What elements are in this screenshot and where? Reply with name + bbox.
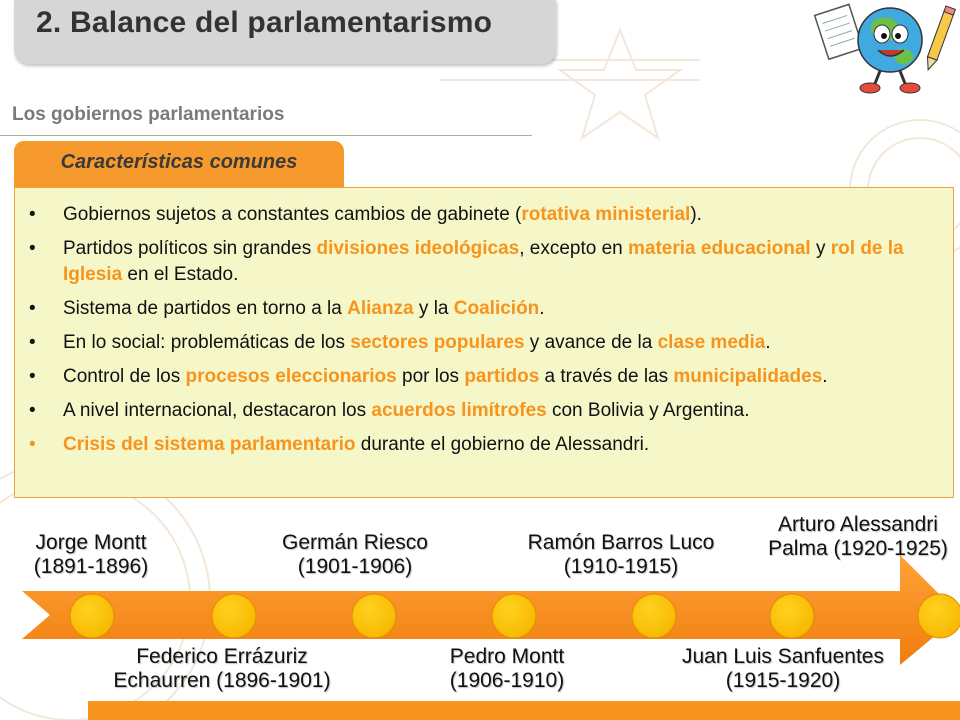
bullet-marker: • [29, 434, 36, 455]
characteristics-list [15, 202, 955, 466]
globe-mascot-icon [812, 0, 960, 98]
highlighted-term: municipalidades [673, 366, 823, 387]
characteristics-tab [14, 141, 344, 187]
timeline-dot [918, 594, 960, 638]
highlighted-term: rol de la Iglesia [63, 238, 904, 285]
timeline-label-federico-errazuriz: Federico Errázuriz Echaurren (1896-1901) [113, 645, 331, 692]
highlighted-term: divisiones ideológicas [316, 238, 520, 259]
item-text: Control de los [63, 366, 186, 387]
highlighted-term: procesos eleccionarios [185, 366, 397, 387]
bullet-marker: • [29, 204, 36, 225]
bullet-marker: • [29, 400, 36, 421]
item-text: durante el gobierno de Alessandri. [355, 434, 650, 455]
characteristic-item [15, 398, 955, 424]
bullet-marker: • [29, 298, 36, 319]
timeline-dot [492, 594, 536, 638]
characteristic-item [15, 202, 955, 228]
item-text: Gobiernos sujetos a constantes cambios de gabinete ( [63, 204, 522, 225]
timeline-dot [70, 594, 114, 638]
item-text: . [822, 366, 828, 387]
highlighted-term: Alianza [347, 298, 414, 319]
item-text: En lo social: problemáticas de los [63, 332, 351, 353]
highlighted-term: partidos [464, 366, 540, 387]
timeline-dot [632, 594, 676, 638]
timeline-dot [770, 594, 814, 638]
item-text: en el Estado. [122, 264, 239, 285]
timeline-label-ramon-barros-luco: Ramón Barros Luco (1910-1915) [527, 531, 715, 578]
timeline-label-arturo-alessandri: Arturo Alessandri Palma (1920-1925) [768, 513, 948, 560]
item-text: ). [690, 204, 702, 225]
highlighted-term: Coalición [453, 298, 540, 319]
bullet-marker: • [29, 238, 36, 259]
footer-accent-bar [88, 701, 960, 720]
item-text: Partidos políticos sin grandes [63, 238, 317, 259]
item-text: por los [396, 366, 465, 387]
timeline-dot [352, 594, 396, 638]
characteristics-tab-label: Características comunes [60, 151, 298, 173]
section-subtitle: Los gobiernos parlamentarios [12, 104, 285, 125]
item-text: y avance de la [524, 332, 658, 353]
characteristic-item [15, 296, 955, 322]
highlighted-term: acuerdos limítrofes [371, 400, 547, 421]
timeline-dot [212, 594, 256, 638]
characteristic-item [15, 330, 955, 356]
characteristic-item [15, 236, 955, 288]
subtitle-divider [0, 135, 532, 136]
characteristics-box [14, 187, 954, 498]
presidents-timeline [0, 505, 960, 720]
item-text: con Bolivia y Argentina. [546, 400, 750, 421]
bullet-marker: • [29, 332, 36, 353]
item-text: , excepto en [519, 238, 628, 259]
bullet-marker: • [29, 366, 36, 387]
title-tab [14, 0, 556, 64]
item-text: Sistema de partidos en torno a la [63, 298, 348, 319]
highlighted-term: clase media [657, 332, 766, 353]
highlighted-term: materia educacional [628, 238, 811, 259]
timeline-label-juan-luis-sanfuentes: Juan Luis Sanfuentes (1915-1920) [682, 645, 884, 692]
highlighted-term: Crisis del sistema parlamentario [63, 434, 356, 455]
item-text: y la [413, 298, 454, 319]
item-text: a través de las [539, 366, 674, 387]
page-title: 2. Balance del parlamentarismo [36, 6, 493, 39]
timeline-label-pedro-montt: Pedro Montt (1906-1910) [449, 645, 565, 692]
characteristic-item [15, 364, 955, 390]
highlighted-term: rotativa ministerial [521, 204, 691, 225]
highlighted-term: sectores populares [350, 332, 525, 353]
item-text: . [539, 298, 545, 319]
item-text: A nivel internacional, destacaron los [63, 400, 372, 421]
timeline-label-german-riesco: Germán Riesco (1901-1906) [282, 531, 428, 578]
characteristic-item [15, 432, 955, 458]
timeline-label-jorge-montt: Jorge Montt (1891-1896) [33, 531, 149, 578]
item-text: y [810, 238, 831, 259]
item-text: . [765, 332, 771, 353]
